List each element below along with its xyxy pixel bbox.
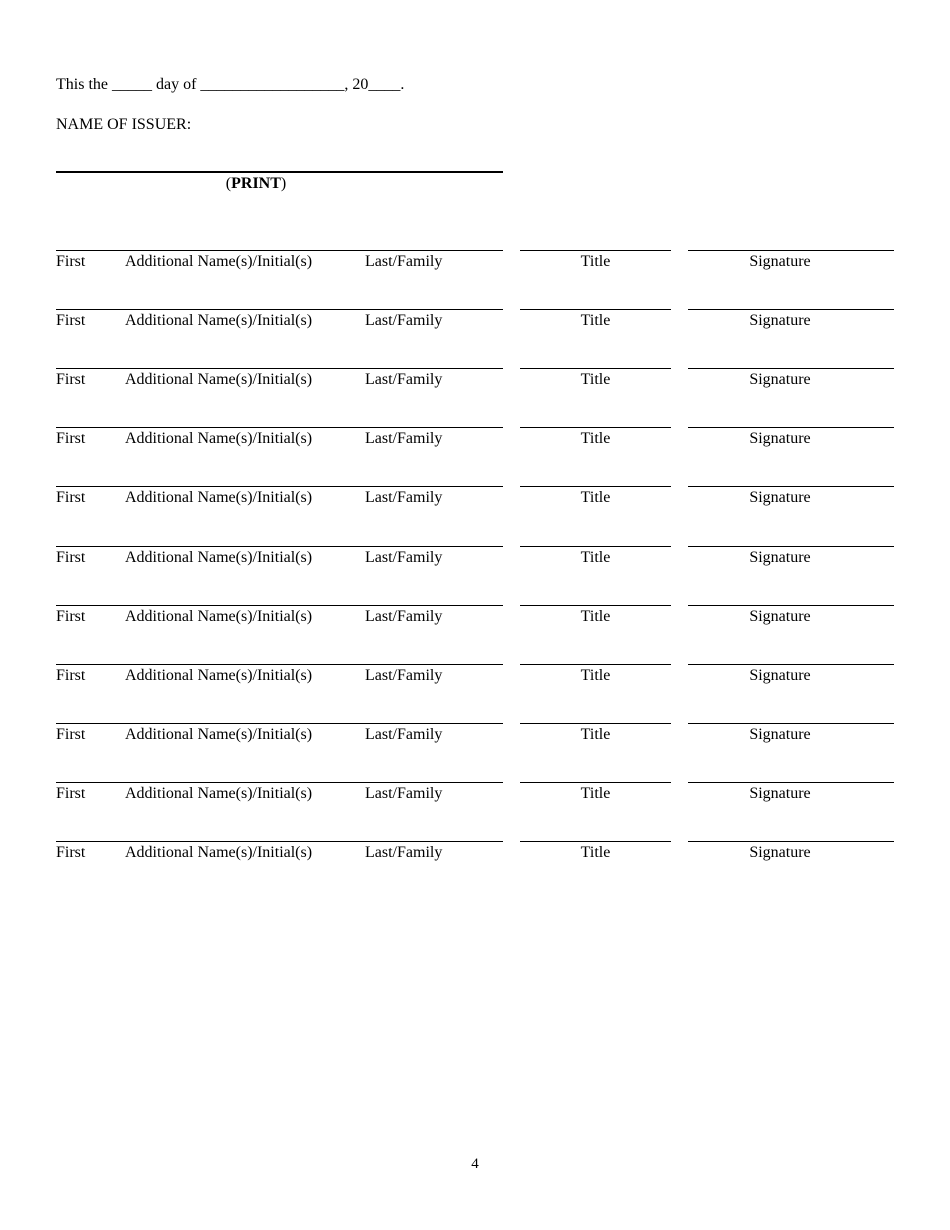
name-signature-line (56, 841, 503, 842)
title-signature-line (520, 605, 671, 606)
title-signature-line (520, 309, 671, 310)
signature-label: Signature (749, 430, 811, 448)
last-name-label: Last/Family (365, 666, 443, 684)
additional-names-label: Additional Name(s)/Initial(s) (125, 371, 313, 389)
first-name-label: First (56, 489, 86, 507)
title-label: Title (580, 784, 611, 802)
name-signature-line (56, 664, 503, 665)
print-open-paren: ( (225, 175, 232, 192)
first-name-label: First (56, 844, 86, 861)
first-name-label: First (56, 430, 86, 448)
name-signature-line (56, 723, 503, 724)
title-signature-line (520, 250, 671, 251)
page-number: 4 (471, 1156, 479, 1172)
last-name-label: Last/Family (365, 607, 443, 625)
signature-label: Signature (749, 666, 811, 684)
title-label: Title (580, 312, 611, 330)
additional-names-label: Additional Name(s)/Initial(s) (125, 253, 313, 270)
additional-names-label: Additional Name(s)/Initial(s) (125, 784, 313, 802)
first-name-label: First (56, 607, 86, 625)
title-signature-line (520, 546, 671, 547)
title-label: Title (580, 489, 611, 507)
title-label: Title (580, 430, 611, 448)
signature-label: Signature (749, 784, 811, 802)
print-label (56, 175, 456, 193)
signature-label: Signature (749, 371, 811, 389)
additional-names-label: Additional Name(s)/Initial(s) (125, 430, 313, 448)
name-signature-line (56, 427, 503, 428)
name-signature-line (56, 368, 503, 369)
additional-names-label: Additional Name(s)/Initial(s) (125, 548, 313, 566)
additional-names-label: Additional Name(s)/Initial(s) (125, 666, 313, 684)
title-label: Title (580, 607, 611, 625)
signature-row (0, 605, 950, 635)
signature-line (688, 782, 894, 783)
additional-names-label: Additional Name(s)/Initial(s) (125, 489, 313, 507)
name-signature-line (56, 250, 503, 251)
first-name-label: First (56, 784, 86, 802)
signature-label: Signature (749, 253, 811, 270)
signature-row (0, 546, 950, 576)
last-name-label: Last/Family (365, 253, 443, 270)
signature-row (0, 782, 950, 812)
name-signature-line (56, 309, 503, 310)
title-signature-line (520, 664, 671, 665)
name-signature-line (56, 782, 503, 783)
signature-label: Signature (749, 312, 811, 330)
issuer-name-line (56, 171, 503, 173)
print-word: PRINT (231, 175, 281, 192)
signature-line (688, 723, 894, 724)
last-name-label: Last/Family (365, 725, 443, 743)
signature-line (688, 368, 894, 369)
first-name-label: First (56, 253, 86, 270)
signature-row (0, 664, 950, 694)
signature-line (688, 605, 894, 606)
signature-label: Signature (749, 489, 811, 507)
additional-names-label: Additional Name(s)/Initial(s) (125, 312, 313, 330)
last-name-label: Last/Family (365, 430, 443, 448)
issuer-label: NAME OF ISSUER: (56, 116, 192, 133)
signature-row (0, 250, 950, 280)
additional-names-label: Additional Name(s)/Initial(s) (125, 607, 313, 625)
print-close-paren: ) (280, 175, 287, 192)
title-label: Title (580, 253, 611, 270)
first-name-label: First (56, 371, 86, 389)
signature-line (688, 664, 894, 665)
title-label: Title (580, 666, 611, 684)
signature-label: Signature (749, 844, 811, 861)
additional-names-label: Additional Name(s)/Initial(s) (125, 725, 313, 743)
title-signature-line (520, 427, 671, 428)
last-name-label: Last/Family (365, 489, 443, 507)
signature-row (0, 368, 950, 398)
signature-line (688, 841, 894, 842)
title-signature-line (520, 486, 671, 487)
signature-line (688, 427, 894, 428)
signature-row (0, 309, 950, 339)
signature-row (0, 841, 950, 871)
signature-label: Signature (749, 607, 811, 625)
title-signature-line (520, 841, 671, 842)
title-label: Title (580, 371, 611, 389)
first-name-label: First (56, 666, 86, 684)
last-name-label: Last/Family (365, 548, 443, 566)
signature-line (688, 250, 894, 251)
last-name-label: Last/Family (365, 371, 443, 389)
signature-row (0, 427, 950, 457)
title-label: Title (580, 725, 611, 743)
signature-line (688, 309, 894, 310)
signature-line (688, 546, 894, 547)
signature-label: Signature (749, 548, 811, 566)
date-line: This the _____ day of __________________, 20____. (56, 76, 405, 93)
title-label: Title (580, 548, 611, 566)
name-signature-line (56, 546, 503, 547)
name-signature-line (56, 486, 503, 487)
title-signature-line (520, 782, 671, 783)
signature-line (688, 486, 894, 487)
additional-names-label: Additional Name(s)/Initial(s) (125, 844, 313, 861)
name-signature-line (56, 605, 503, 606)
last-name-label: Last/Family (365, 312, 443, 330)
first-name-label: First (56, 548, 86, 566)
last-name-label: Last/Family (365, 844, 443, 861)
signature-row (0, 723, 950, 753)
first-name-label: First (56, 312, 86, 330)
last-name-label: Last/Family (365, 784, 443, 802)
signature-label: Signature (749, 725, 811, 743)
signature-row (0, 486, 950, 516)
title-signature-line (520, 368, 671, 369)
title-label: Title (580, 844, 611, 861)
title-signature-line (520, 723, 671, 724)
first-name-label: First (56, 725, 86, 743)
